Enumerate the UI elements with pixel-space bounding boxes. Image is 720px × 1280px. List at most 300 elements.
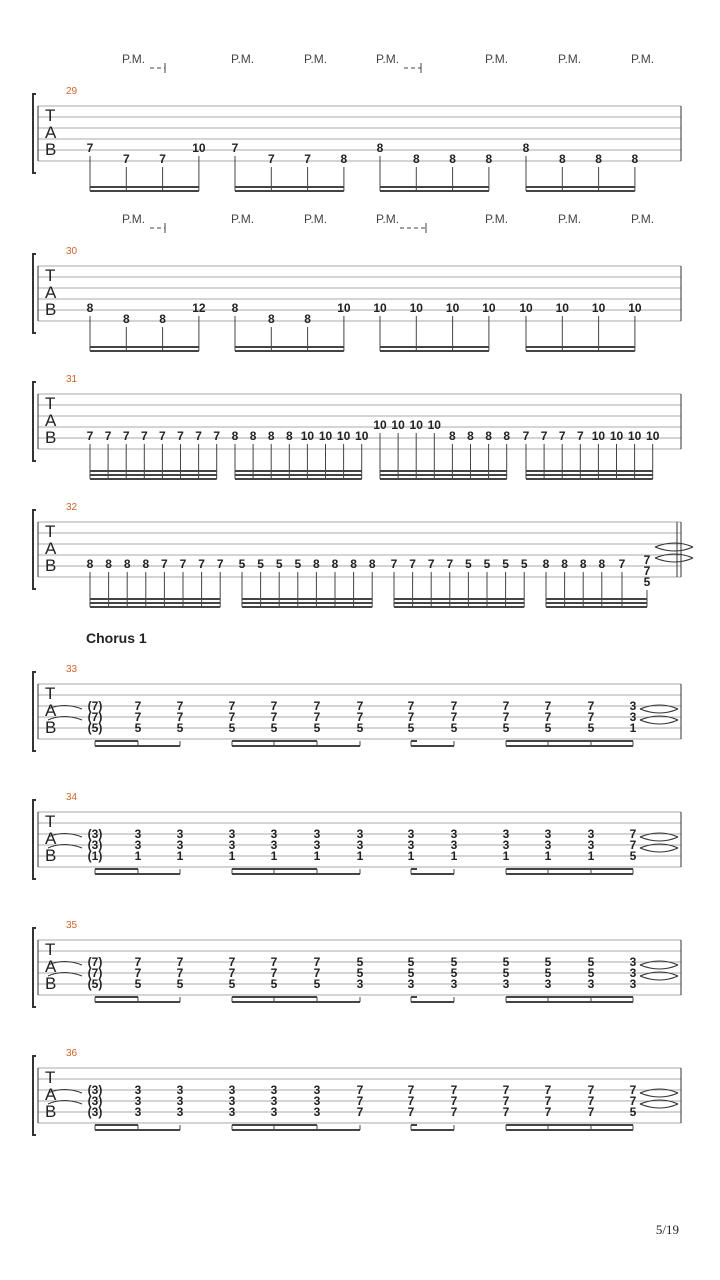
tie-arc <box>655 558 693 562</box>
fret-number: 10 <box>391 418 405 432</box>
fret-number: 5 <box>544 721 552 735</box>
fret-number: 5 <box>228 977 236 991</box>
fret-number: 5 <box>629 1105 637 1119</box>
fret-number: 3 <box>629 955 637 969</box>
fret-number: (7) <box>87 955 103 969</box>
fret-number: 7 <box>161 557 168 571</box>
fret-number: 7 <box>407 710 415 724</box>
tab-letter-t: T <box>45 812 56 831</box>
tab-letter-b: B <box>45 718 57 737</box>
fret-number: 5 <box>502 721 510 735</box>
fret-number: 7 <box>195 429 202 443</box>
fret-number: 8 <box>595 152 602 166</box>
fret-number: 5 <box>176 977 184 991</box>
fret-number: 7 <box>587 710 595 724</box>
fret-number: 10 <box>409 418 423 432</box>
fret-number: 7 <box>228 699 236 713</box>
tab-letter-a: A <box>45 829 57 848</box>
fret-number: 7 <box>231 141 239 155</box>
fret-number: 3 <box>450 827 458 841</box>
fret-number: 3 <box>629 977 637 991</box>
fret-number: 3 <box>313 1083 321 1097</box>
palm-mute-marking: P.M. <box>558 212 582 226</box>
fret-number: 7 <box>356 1094 364 1108</box>
fret-number: 7 <box>176 710 184 724</box>
tab-letter-t: T <box>45 266 56 285</box>
tab-letter-b: B <box>45 428 57 447</box>
fret-number: 10 <box>355 429 369 443</box>
fret-number: 5 <box>313 721 321 735</box>
fret-number: 3 <box>176 1105 184 1119</box>
fret-number: 8 <box>304 312 311 326</box>
palm-mute-marking: P.M. <box>231 212 255 226</box>
tie-arc <box>655 547 693 551</box>
tab-letter-t: T <box>45 394 56 413</box>
fret-number: 10 <box>519 301 533 315</box>
fret-number: 3 <box>313 1094 321 1108</box>
fret-number: 7 <box>502 1083 510 1097</box>
fret-number: 1 <box>356 849 364 863</box>
fret-number: 3 <box>270 838 278 852</box>
fret-number: 8 <box>631 152 639 166</box>
fret-number: 8 <box>331 557 339 571</box>
fret-number: 8 <box>122 312 130 326</box>
fret-number: 10 <box>609 429 624 443</box>
fret-number: 7 <box>134 699 142 713</box>
fret-number: 7 <box>407 1105 415 1119</box>
fret-number: (3) <box>87 827 103 841</box>
fret-number: 10 <box>409 301 423 315</box>
fret-number: 10 <box>591 429 606 443</box>
fret-number: 7 <box>356 1083 364 1097</box>
fret-number: 7 <box>407 699 415 713</box>
fret-number: 1 <box>134 849 142 863</box>
fret-number: 8 <box>449 152 456 166</box>
fret-number: 5 <box>643 575 651 589</box>
fret-number: 7 <box>140 429 148 443</box>
tab-letter-b: B <box>45 1102 57 1121</box>
fret-number: 3 <box>270 1105 278 1119</box>
fret-number: 8 <box>159 312 166 326</box>
fret-number: 5 <box>502 955 510 969</box>
fret-number: 5 <box>544 955 552 969</box>
tie-arc <box>640 1104 678 1108</box>
fret-number: 7 <box>176 966 184 980</box>
fret-number: 8 <box>376 141 384 155</box>
fret-number: 7 <box>629 1083 637 1097</box>
fret-number: 10 <box>628 301 642 315</box>
fret-number: 8 <box>412 152 420 166</box>
tab-letter-t: T <box>45 106 56 125</box>
fret-number: 8 <box>340 152 348 166</box>
tab-letter-a: A <box>45 1085 57 1104</box>
system-brace <box>33 928 36 1007</box>
fret-number: 1 <box>407 849 415 863</box>
fret-number: 5 <box>587 721 595 735</box>
fret-number: (3) <box>87 1083 103 1097</box>
tab-letter-b: B <box>45 556 57 575</box>
fret-number: 10 <box>646 429 660 443</box>
fret-number: 3 <box>544 977 552 991</box>
fret-number: 8 <box>485 429 492 443</box>
system-brace <box>33 510 36 589</box>
fret-number: 5 <box>502 966 510 980</box>
measure-number: 31 <box>66 374 78 385</box>
palm-mute-marking: P.M. <box>485 212 509 226</box>
fret-number: 1 <box>228 849 236 863</box>
fret-number: 7 <box>409 557 416 571</box>
fret-number: (7) <box>87 710 103 724</box>
fret-number: 7 <box>558 429 566 443</box>
fret-number: 10 <box>373 418 387 432</box>
fret-number: 7 <box>502 710 510 724</box>
fret-number: 3 <box>356 977 364 991</box>
fret-number: 3 <box>629 710 637 724</box>
fret-number: 10 <box>445 301 460 315</box>
fret-number: 3 <box>134 827 142 841</box>
fret-number: 5 <box>629 849 637 863</box>
fret-number: 7 <box>407 1083 415 1097</box>
fret-number: 7 <box>502 1105 510 1119</box>
fret-number: 5 <box>450 966 458 980</box>
fret-number: 7 <box>587 1083 595 1097</box>
fret-number: 5 <box>134 721 142 735</box>
fret-number: 7 <box>618 557 626 571</box>
tab-letter-b: B <box>45 974 57 993</box>
tab-letter-t: T <box>45 1068 56 1087</box>
fret-number: 5 <box>134 977 142 991</box>
fret-number: 3 <box>502 827 510 841</box>
fret-number: 7 <box>390 557 398 571</box>
tab-letter-t: T <box>45 684 56 703</box>
fret-number: 7 <box>134 966 142 980</box>
fret-number: 8 <box>522 141 530 155</box>
system-brace <box>33 672 36 751</box>
system-brace <box>33 94 36 173</box>
section-label-chorus: Chorus 1 <box>86 630 147 646</box>
fret-number: 7 <box>629 1094 637 1108</box>
tab-letter-t: T <box>45 522 56 541</box>
tab-letter-a: A <box>45 701 57 720</box>
tab-letter-a: A <box>45 539 57 558</box>
palm-mute-marking: P.M. <box>304 52 328 66</box>
fret-number: 5 <box>502 557 509 571</box>
fret-number: 8 <box>350 557 357 571</box>
fret-number: (7) <box>87 699 103 713</box>
fret-number: 7 <box>122 152 130 166</box>
fret-number: (3) <box>87 838 103 852</box>
fret-number: 7 <box>544 1105 552 1119</box>
fret-number: 3 <box>544 838 552 852</box>
fret-number: 5 <box>270 721 278 735</box>
fret-number: 7 <box>177 429 184 443</box>
fret-number: 7 <box>86 141 94 155</box>
fret-number: 7 <box>176 699 184 713</box>
fret-number: 10 <box>300 429 315 443</box>
fret-number: 3 <box>313 838 321 852</box>
palm-mute-marking: P.M. <box>122 52 146 66</box>
fret-number: 3 <box>587 838 595 852</box>
palm-mute-marking: P.M. <box>376 212 400 226</box>
fret-number: (1) <box>87 849 103 863</box>
fret-number: 3 <box>407 977 415 991</box>
fret-number: 3 <box>270 1083 278 1097</box>
fret-number: 7 <box>587 1105 595 1119</box>
fret-number: 7 <box>134 955 142 969</box>
fret-number: 5 <box>465 557 472 571</box>
fret-number: 3 <box>356 827 364 841</box>
fret-number: 7 <box>270 699 278 713</box>
fret-number: 7 <box>304 152 311 166</box>
fret-number: 5 <box>407 721 415 735</box>
fret-number: 7 <box>216 557 224 571</box>
fret-number: 7 <box>134 710 142 724</box>
fret-number: 10 <box>591 301 606 315</box>
fret-number: 3 <box>134 1083 142 1097</box>
fret-number: 8 <box>579 557 587 571</box>
fret-number: 3 <box>228 827 236 841</box>
fret-number: 1 <box>502 849 510 863</box>
fret-number: 7 <box>544 1094 552 1108</box>
palm-mute-marking: P.M. <box>376 52 400 66</box>
system-brace <box>33 254 36 333</box>
system-brace <box>33 1056 36 1135</box>
fret-number: 3 <box>228 838 236 852</box>
fret-number: 3 <box>134 838 142 852</box>
fret-number: 5 <box>483 557 491 571</box>
fret-number: 7 <box>502 699 510 713</box>
fret-number: 1 <box>176 849 184 863</box>
fret-number: 5 <box>313 977 321 991</box>
fret-number: 10 <box>192 141 206 155</box>
fret-number: 7 <box>446 557 454 571</box>
fret-number: 7 <box>356 699 364 713</box>
fret-number: 7 <box>450 1105 458 1119</box>
fret-number: 8 <box>368 557 376 571</box>
fret-number: 7 <box>159 152 166 166</box>
system-brace <box>33 382 36 461</box>
tab-letter-b: B <box>45 300 57 319</box>
fret-number: 5 <box>176 721 184 735</box>
fret-number: 5 <box>587 966 595 980</box>
fret-number: 3 <box>629 699 637 713</box>
fret-number: 10 <box>482 301 496 315</box>
fret-number: 3 <box>450 838 458 852</box>
fret-number: 3 <box>450 977 458 991</box>
fret-number: 5 <box>275 557 283 571</box>
fret-number: 7 <box>450 699 458 713</box>
fret-number: 8 <box>86 557 94 571</box>
fret-number: 7 <box>313 966 321 980</box>
fret-number: 12 <box>192 301 206 315</box>
palm-mute-marking: P.M. <box>631 52 655 66</box>
fret-number: 3 <box>587 977 595 991</box>
fret-number: 8 <box>231 301 239 315</box>
fret-number: (3) <box>87 1094 103 1108</box>
fret-number: 7 <box>179 557 187 571</box>
fret-number: 7 <box>86 429 94 443</box>
fret-number: 7 <box>427 557 435 571</box>
fret-number: 8 <box>142 557 150 571</box>
fret-number: 7 <box>213 429 221 443</box>
fret-number: 8 <box>485 152 493 166</box>
measure-number: 36 <box>66 1048 78 1059</box>
fret-number: 10 <box>336 429 351 443</box>
fret-number: 7 <box>270 966 278 980</box>
palm-mute-marking: P.M. <box>231 52 255 66</box>
fret-number: 3 <box>407 827 415 841</box>
fret-number: 3 <box>228 1105 236 1119</box>
fret-number: 7 <box>544 699 552 713</box>
tab-letter-t: T <box>45 940 56 959</box>
fret-number: 7 <box>643 553 651 567</box>
fret-number: 5 <box>450 721 458 735</box>
fret-number: 8 <box>285 429 293 443</box>
fret-number: (3) <box>87 1105 103 1119</box>
fret-number: 7 <box>176 955 184 969</box>
fret-number: 7 <box>159 429 166 443</box>
measure-number: 32 <box>66 502 78 513</box>
fret-number: 5 <box>238 557 246 571</box>
measure-number: 33 <box>66 664 78 675</box>
fret-number: 3 <box>270 827 278 841</box>
fret-number: 1 <box>587 849 595 863</box>
fret-number: 7 <box>450 710 458 724</box>
fret-number: 8 <box>123 557 131 571</box>
fret-number: 3 <box>176 838 184 852</box>
fret-number: 10 <box>627 429 642 443</box>
tie-arc <box>640 1093 678 1097</box>
fret-number: 8 <box>467 429 474 443</box>
fret-number: 8 <box>449 429 456 443</box>
tie-arc <box>640 965 678 969</box>
fret-number: 3 <box>228 1094 236 1108</box>
palm-mute-marking: P.M. <box>122 212 146 226</box>
fret-number: 7 <box>313 710 321 724</box>
tie-arc <box>640 720 678 724</box>
fret-number: 3 <box>270 1094 278 1108</box>
measure-number: 34 <box>66 792 78 803</box>
fret-number: 8 <box>542 557 550 571</box>
fret-number: 3 <box>356 838 364 852</box>
fret-number: 7 <box>587 1094 595 1108</box>
fret-number: 8 <box>313 557 320 571</box>
fret-number: 7 <box>629 827 637 841</box>
fret-number: 7 <box>450 1083 458 1097</box>
fret-number: 7 <box>198 557 205 571</box>
fret-number: 10 <box>555 301 569 315</box>
palm-mute-marking: P.M. <box>304 212 328 226</box>
fret-number: 8 <box>503 429 511 443</box>
fret-number: 3 <box>313 827 321 841</box>
fret-number: 5 <box>520 557 528 571</box>
fret-number: 7 <box>270 955 278 969</box>
fret-number: 7 <box>313 955 321 969</box>
fret-number: 1 <box>313 849 321 863</box>
system-brace <box>33 800 36 879</box>
fret-number: 5 <box>257 557 264 571</box>
fret-number: 8 <box>86 301 94 315</box>
fret-number: 10 <box>427 418 441 432</box>
fret-number: 8 <box>561 557 568 571</box>
fret-number: 7 <box>643 564 651 578</box>
fret-number: 7 <box>122 429 130 443</box>
fret-number: 10 <box>373 301 387 315</box>
fret-number: 10 <box>318 429 333 443</box>
fret-number: 3 <box>502 838 510 852</box>
fret-number: 7 <box>313 699 321 713</box>
fret-number: 5 <box>407 955 415 969</box>
page-number: 5/19 <box>655 1222 679 1237</box>
fret-number: 7 <box>228 710 236 724</box>
tab-letter-b: B <box>45 846 57 865</box>
tie-arc <box>640 837 678 841</box>
fret-number: 3 <box>176 827 184 841</box>
fret-number: 5 <box>407 966 415 980</box>
fret-number: 7 <box>544 710 552 724</box>
fret-number: 3 <box>176 1094 184 1108</box>
fret-number: 8 <box>267 429 275 443</box>
fret-number: 7 <box>104 429 112 443</box>
fret-number: 7 <box>356 1105 364 1119</box>
tie-arc <box>640 976 678 980</box>
fret-number: 5 <box>356 721 364 735</box>
tab-letter-b: B <box>45 140 57 159</box>
fret-number: (5) <box>87 721 103 735</box>
fret-number: 8 <box>598 557 606 571</box>
fret-number: 3 <box>313 1105 321 1119</box>
palm-mute-marking: P.M. <box>631 212 655 226</box>
fret-number: 8 <box>231 429 239 443</box>
fret-number: 8 <box>105 557 112 571</box>
fret-number: 3 <box>544 827 552 841</box>
fret-number: 1 <box>450 849 458 863</box>
measure-number: 30 <box>66 246 78 257</box>
fret-number: 7 <box>540 429 548 443</box>
fret-number: 7 <box>270 710 278 724</box>
tab-letter-a: A <box>45 411 57 430</box>
fret-number: 7 <box>228 966 236 980</box>
fret-number: 1 <box>544 849 552 863</box>
fret-number: 8 <box>558 152 566 166</box>
fret-number: 3 <box>407 838 415 852</box>
fret-number: 7 <box>502 1094 510 1108</box>
fret-number: 8 <box>267 312 275 326</box>
fret-number: 7 <box>407 1094 415 1108</box>
fret-number: (5) <box>87 977 103 991</box>
fret-number: (7) <box>87 966 103 980</box>
fret-number: 5 <box>228 721 236 735</box>
tab-letter-a: A <box>45 123 57 142</box>
measure-number: 29 <box>66 86 78 97</box>
fret-number: 7 <box>450 1094 458 1108</box>
fret-number: 7 <box>356 710 364 724</box>
fret-number: 3 <box>134 1105 142 1119</box>
fret-number: 7 <box>587 699 595 713</box>
fret-number: 7 <box>544 1083 552 1097</box>
fret-number: 3 <box>176 1083 184 1097</box>
tie-arc <box>640 848 678 852</box>
fret-number: 5 <box>587 955 595 969</box>
palm-mute-marking: P.M. <box>558 52 582 66</box>
fret-number: 5 <box>356 955 364 969</box>
palm-mute-marking: P.M. <box>485 52 509 66</box>
fret-number: 1 <box>270 849 278 863</box>
fret-number: 3 <box>134 1094 142 1108</box>
fret-number: 3 <box>502 977 510 991</box>
fret-number: 3 <box>587 827 595 841</box>
tab-letter-a: A <box>45 957 57 976</box>
